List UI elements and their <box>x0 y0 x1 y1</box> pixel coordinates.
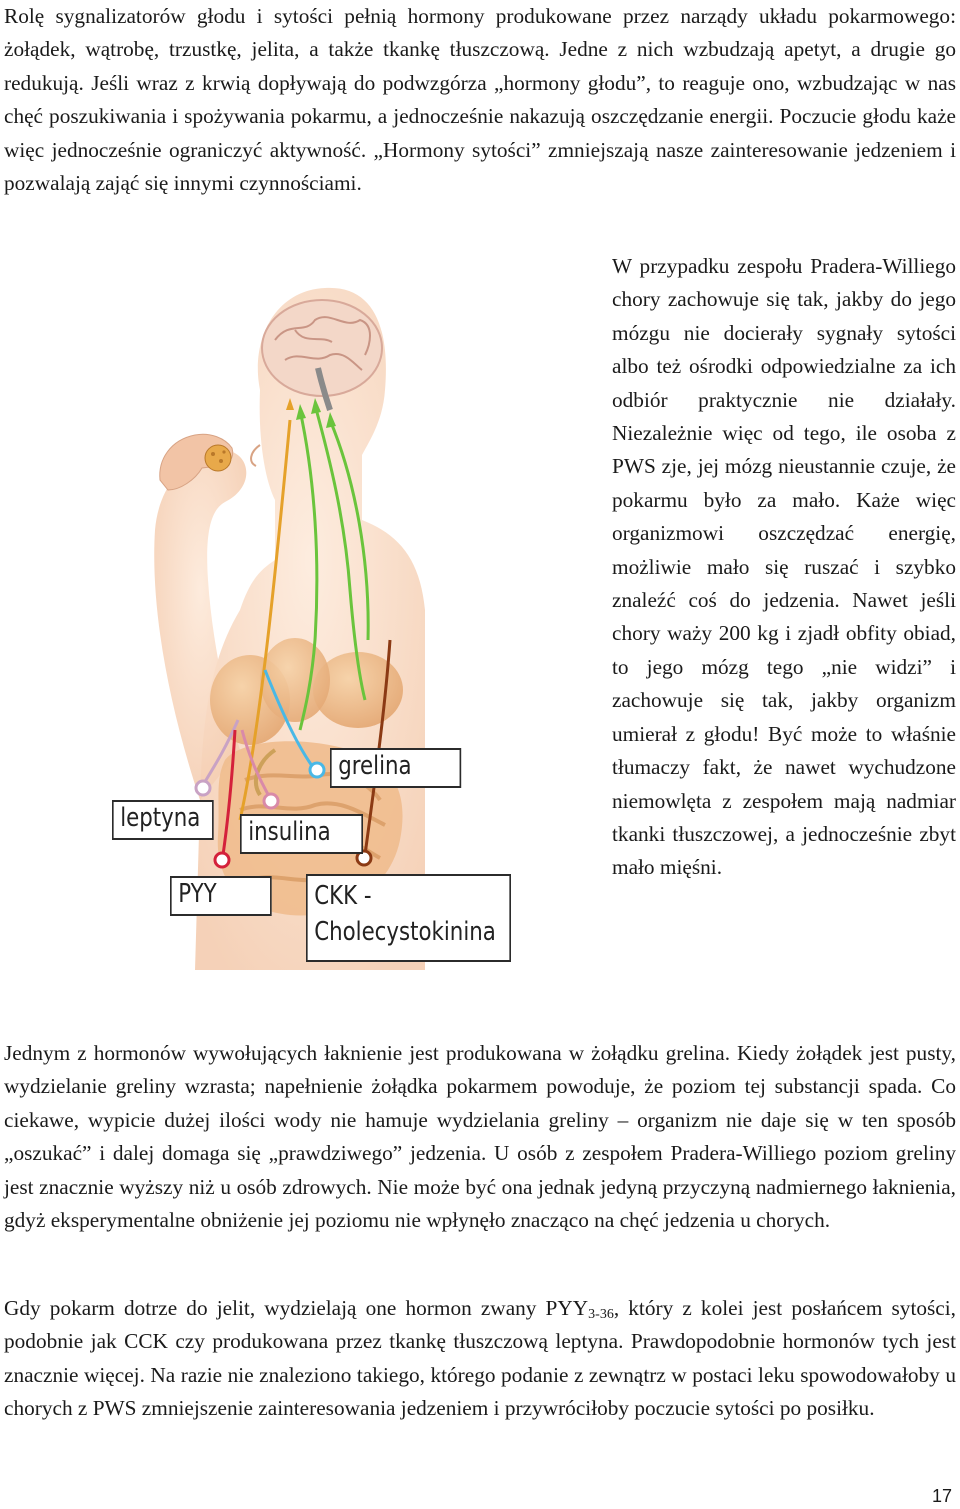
ghrelin-paragraph: Jednym z hormonów wywołujących łaknienie jest produkowana w żołądku grelina. Kiedy żołądek jest pusty, wydzielanie greliny wzrasta; napełnienie żołądka pokarmem powoduje, że poziom tej substancji spada. Co ciekawe, wypicie dużej ilości wody nie hamuje wydzielania greliny – organizm nie daje się w ten sposób „oszukać” i dalej domaga się „prawdziwego” jedzenia. U osób z zespołem Pradera-Williego poziom greliny jest znacznie wyższy niż u osób zdrowych. Nie może być ona jednak jedyną przyczyną nadmiernego łaknienia, gdyż eksperymentalne obniżenie jej poziomu nie wpłynęło znacząco na chęć jedzenia u chorych. <box>4 1041 956 1233</box>
page-number: 17 <box>931 1486 952 1506</box>
hormone-diagram-figure <box>100 280 520 970</box>
label-insulina: insulina <box>240 814 363 854</box>
intro-paragraph: Rolę sygnalizatorów głodu i sytości pełnią hormony produkowane przez narządy układu pokarmowego: żołądek, wątrobę, trzustkę, jelita, a także tkankę tłuszczową. Jedne z nich wzbudzają apetyt, a drugie go redukują. Jeśli wraz z krwią dopływają do podwzgórza „hormony głodu”, to reaguje ono, wzbudzając w nas chęć poszukiwania i spożywania pokarmu, a jednocześnie nakazują oszczędzanie energii. Poczucie głodu każe więc jednocześnie ograniczyć aktywność. „Hormony sytości” zmniejszają nasze zainteresowanie jedzeniem i pozwalają zająć się innymi czynnościami. <box>4 4 956 196</box>
label-pyy: PYY <box>170 876 272 916</box>
label-cck: CKK - Cholecystokinina <box>306 874 511 962</box>
label-grelina: grelina <box>330 748 461 788</box>
food-icon <box>205 445 231 471</box>
body-illustration <box>100 280 520 970</box>
label-leptyna: leptyna <box>112 800 214 840</box>
pws-sidebar-paragraph: W przypadku zespołu Pradera-Williego chory zachowuje się tak, jakby do jego mózgu nie docierały sygnały sytości albo też ośrodki odpowiedzialne za ich odbiór praktycznie nie działały. Niezależnie więc od tego, ile osoba z PWS zje, jej mózg nieustannie czuje, że pokarmu było za mało. Każe więc organizmowi oszczędzać energię, możliwie mało się ruszać i szybko znaleźć coś do jedzenia. Nawet jeśli chory waży 200 kg i zjadł obfity obiad, to jego mózg tego „nie widzi” i zachowuje się tak, jakby organizm umierał z głodu! Być może to właśnie tłumaczy fakt, że nawet wychudzone niemowlęta z zespołem mają nadmiar tkanki tłuszczowej, a jednocześnie zbyt mało mięśni. <box>612 254 956 880</box>
pyy-paragraph: Gdy pokarm dotrze do jelit, wydzielają one hormon zwany $PYY_{3-36}$, który z kolei jest posłańcem sytości, podobnie jak CCK czy produkowana przez tkankę tłuszczową leptyna. Prawdopodobnie hormonów tych jest znacznie więcej. Na razie nie znaleziono takiego, którego podanie z zewnątrz w postaci leku spowodowałoby u chorych z PWS zmniejszenie zainteresowania jedzeniem i przywróciłoby poczucie sytości po posiłku. <box>4 1296 956 1421</box>
